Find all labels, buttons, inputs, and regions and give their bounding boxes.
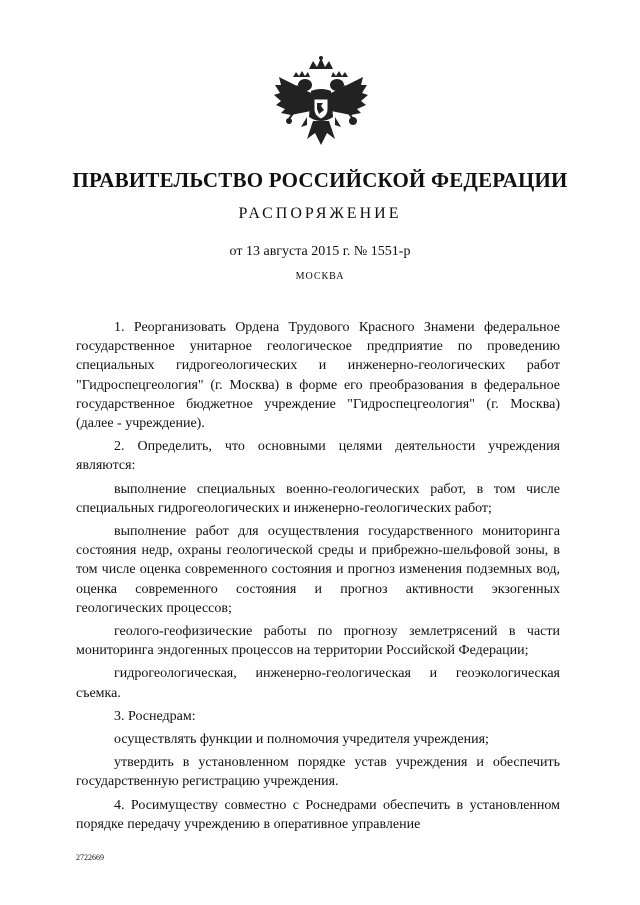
russian-coat-of-arms-icon — [271, 55, 371, 153]
document-type: РАСПОРЯЖЕНИЕ — [238, 205, 402, 222]
paragraph-3: 3. Роснедрам: — [114, 708, 196, 724]
document-city: МОСКВА — [295, 271, 345, 282]
paragraph-2-item-4: гидрогеологическая, инженерно-геологическая и геоэкологическая съемка. — [76, 666, 560, 701]
paragraph-1: 1. Реорганизовать Ордена Трудового Красного Знамени федеральное государственное унитарное геологическое предприятие по проведению специальных гидрогеологических и инженерно-геологических работ "Гидроспецгеология" (г. Москва) в форме его преобразования в федеральное государственное бюджетное учреждение "Гидроспецгеология" (г. Москва) (далее - учреждение). — [76, 320, 560, 432]
paragraph-3-item-1: осуществлять функции и полномочия учредителя учреждения; — [114, 732, 489, 748]
paragraph-2-item-3: геолого-геофизические работы по прогнозу землетрясений в части мониторинга эндогенных процессов на территории Российской Федерации; — [76, 624, 560, 659]
paragraph-3-item-2: утвердить в установленном порядке устав учреждения и обеспечить государственную регистрацию учреждения. — [76, 755, 560, 790]
paragraph-2-item-1: выполнение специальных военно-геологических работ, в том числе специальных гидрогеологических и инженерно-геологических работ; — [76, 481, 560, 516]
government-title: ПРАВИТЕЛЬСТВО РОССИЙСКОЙ ФЕДЕРАЦИИ — [72, 168, 568, 192]
paragraph-4: 4. Росимуществу совместно с Роснедрами обеспечить в установленном порядке передачу учреждению в оперативное управление — [76, 797, 560, 832]
paragraph-2: 2. Определить, что основными целями деятельности учреждения являются: — [76, 439, 560, 474]
document-date-number: от 13 августа 2015 г. № 1551-р — [229, 244, 411, 259]
document-body — [76, 318, 560, 838]
document-id: 2722669 — [76, 853, 104, 862]
paragraph-2-item-2: выполнение работ для осуществления государственного мониторинга состояния недр, охраны геологической среды и прибрежно-шельфовой зоны, в том числе оценка современного состояния и прогноз изменения подземных вод, оценка современного состояния и прогноз активности экзогенных геологических процессов; — [76, 524, 560, 616]
